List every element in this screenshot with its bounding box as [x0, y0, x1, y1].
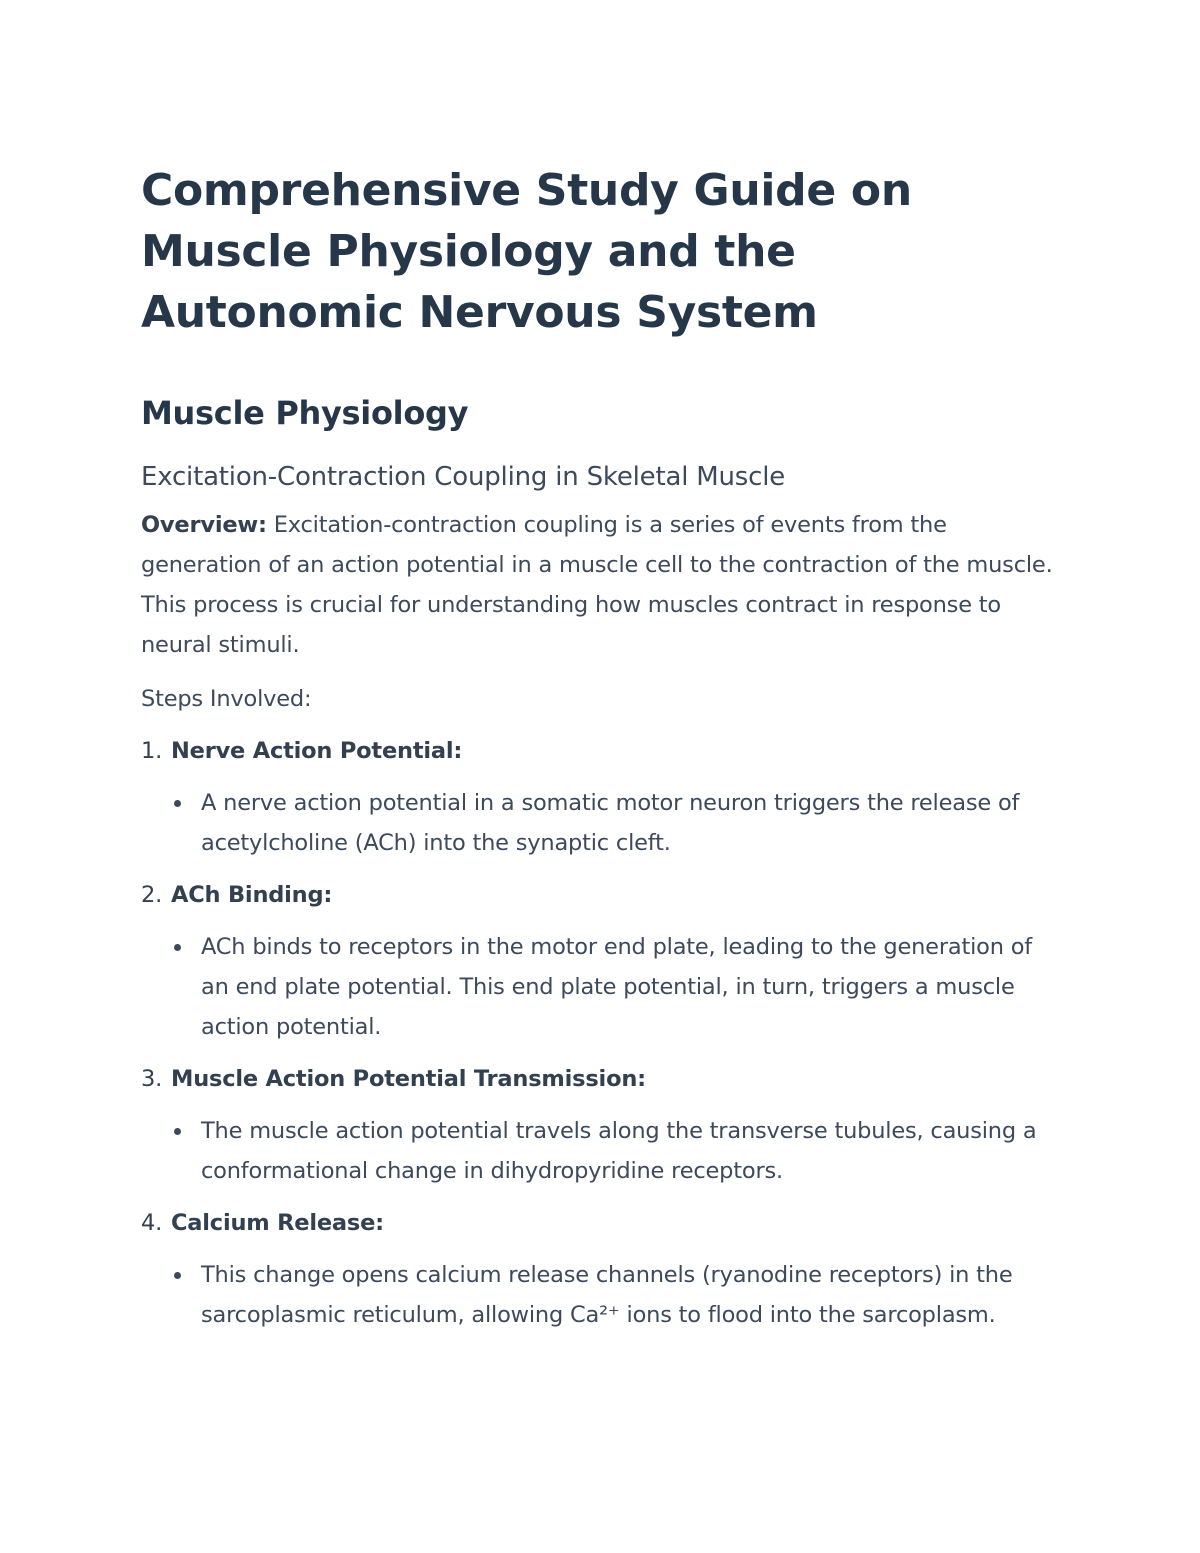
- step-item: [141, 875, 1056, 1047]
- document-title: Comprehensive Study Guide on Muscle Physiology and the Autonomic Nervous System: [141, 165, 912, 338]
- step-bullet-list: [141, 783, 1056, 863]
- step-heading-text: Calcium Release:: [171, 1210, 384, 1236]
- document-page: [141, 160, 1056, 1347]
- subsection-title: Excitation-Contraction Coupling in Skeletal Muscle: [141, 462, 786, 492]
- step-bullet-text: A nerve action potential in a somatic motor neuron triggers the release of acetylcholine (ACh) into the synaptic cleft.: [201, 790, 1020, 856]
- bullet-icon: [174, 944, 181, 951]
- step-bullet-text: The muscle action potential travels along the transverse tubules, causing a conformational change in dihydropyridine receptors.: [201, 1118, 1037, 1184]
- step-item: [141, 731, 1056, 863]
- overview-paragraph: [141, 505, 1056, 665]
- step-heading: [141, 875, 1056, 915]
- bullet-icon: [174, 1128, 181, 1135]
- steps-list: [141, 731, 1056, 1335]
- step-heading: [141, 731, 1056, 771]
- step-bullet-list: [141, 1111, 1056, 1191]
- step-bullet-list: [141, 927, 1056, 1047]
- step-heading-text: ACh Binding:: [171, 882, 333, 908]
- overview-text: Excitation-contraction coupling is a series of events from the generation of an action potential in a muscle cell to the contraction of the muscle. This process is crucial for understanding how muscles contract in response to neural stimuli.: [141, 512, 1053, 658]
- step-bullet: [201, 1111, 1056, 1191]
- step-number: 4.: [141, 1210, 163, 1236]
- step-bullet: [201, 1255, 1056, 1335]
- step-bullet-text: This change opens calcium release channels (ryanodine receptors) in the sarcoplasmic reticulum, allowing Ca²⁺ ions to flood into the sarcoplasm.: [201, 1262, 1013, 1328]
- step-item: [141, 1059, 1056, 1191]
- step-number: 3.: [141, 1066, 163, 1092]
- overview-label: Overview:: [141, 512, 267, 538]
- step-heading: [141, 1203, 1056, 1243]
- step-heading-text: Nerve Action Potential:: [171, 738, 463, 764]
- step-heading-text: Muscle Action Potential Transmission:: [171, 1066, 646, 1092]
- steps-label: Steps Involved:: [141, 686, 312, 712]
- step-item: [141, 1203, 1056, 1335]
- bullet-icon: [174, 1272, 181, 1279]
- step-heading: [141, 1059, 1056, 1099]
- step-number: 2.: [141, 882, 163, 908]
- step-bullet: [201, 783, 1056, 863]
- step-bullet: [201, 927, 1056, 1047]
- step-bullet-list: [141, 1255, 1056, 1335]
- step-bullet-text: ACh binds to receptors in the motor end plate, leading to the generation of an end plate potential. This end plate potential, in turn, triggers a muscle action potential.: [201, 934, 1032, 1040]
- section-title: Muscle Physiology: [141, 394, 469, 432]
- bullet-icon: [174, 800, 181, 807]
- step-number: 1.: [141, 738, 163, 764]
